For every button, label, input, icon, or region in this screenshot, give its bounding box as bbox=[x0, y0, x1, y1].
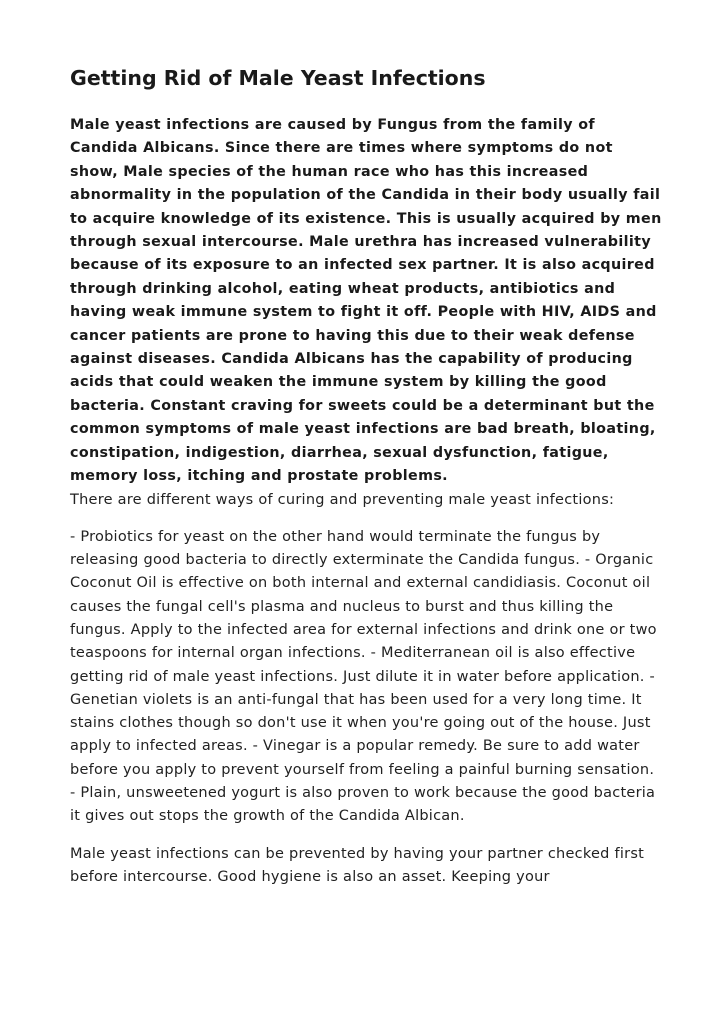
prevention-paragraph: Male yeast infections can be prevented by having your partner checked first before intercourse. Good hygiene is also an asset. Keeping your bbox=[70, 845, 645, 885]
remedies-lead-in: There are different ways of curing and preventing male yeast infections: bbox=[70, 491, 615, 508]
remedies-paragraph: - Probiotics for yeast on the other hand would terminate the fungus by releasing good bacteria to directly exterminate the Candida fungus. - Organic Coconut Oil is effective on both internal and external candidiasis. Coconut oil causes the fungal cell's plasma and nucleus to burst and thus killing the fungus. Apply to the infected area for external infections and drink one or two teaspoons for internal organ infections. - Mediterranean oil is also effective getting rid of male yeast infections. Just dilute it in water before application. - Genetian violets is an anti-fungal that has been used for a very long time. It stains clothes though so don't use it when you're going out of the house. Just apply to infected areas. - Vinegar is a popular remedy. Be sure to add water before you apply to prevent yourself from feeling a painful burning sensation. - Plain, unsweetened yogurt is also proven to work because the good bacteria it gives out stops the growth of the Candida Albican. bbox=[70, 528, 657, 825]
document-page bbox=[70, 64, 662, 889]
intro-paragraph: Male yeast infections are caused by Fungus from the family of Candida Albicans. Since there are times where symptoms do not show, Male species of the human race who has this increased abnormality in the population of the Candida in their body usually fail to acquire knowledge of its existence. This is usually acquired by men through sexual intercourse. Male urethra has increased vulnerability because of its exposure to an infected sex partner. It is also acquired through drinking alcohol, eating wheat products, antibiotics and having weak immune system to fight it off. People with HIV, AIDS and cancer patients are prone to having this due to their weak defense against diseases. Candida Albicans has the capability of producing acids that could weaken the immune system by killing the good bacteria. Constant craving for sweets could be a determinant but the common symptoms of male yeast infections are bad breath, bloating, constipation, indigestion, diarrhea, sexual dysfunction, fatigue, memory loss, itching and prostate problems. bbox=[70, 117, 662, 485]
document-title: Getting Rid of Male Yeast Infections bbox=[70, 66, 486, 90]
